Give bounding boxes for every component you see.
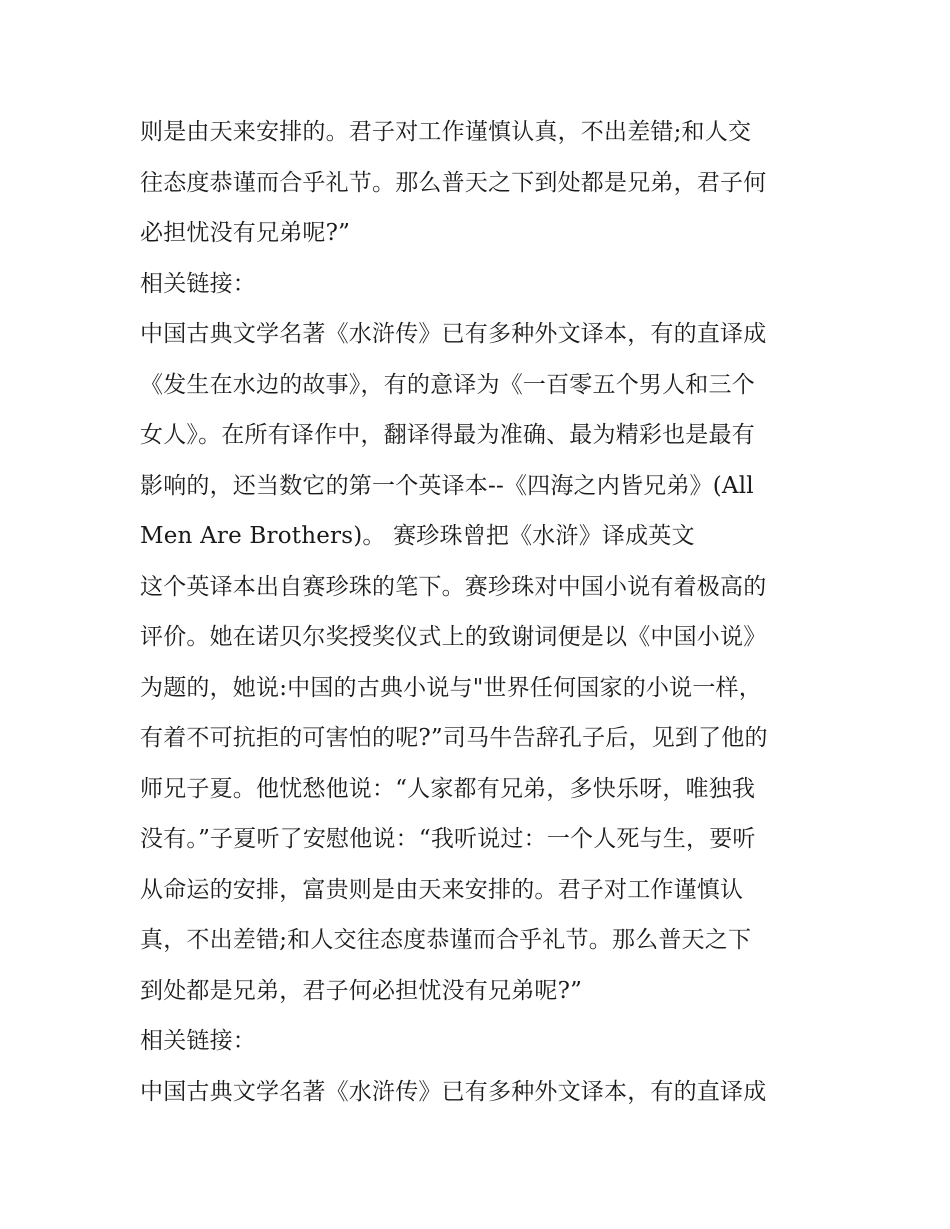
text-line: 真，不出差错;和人交往态度恭谨而合乎礼节。那么普天之下 [140, 927, 752, 953]
document-body [140, 107, 820, 1117]
text-line: 往态度恭谨而合乎礼节。那么普天之下到处都是兄弟，君子何 [140, 169, 767, 196]
text-line: 则是由天来安排的。君子对工作谨慎认真，不出差错;和人交 [140, 119, 752, 145]
text-line: 中国古典文学名著《水浒传》已有多种外文译本，有的直译成 [140, 1078, 767, 1105]
text-line: 有着不可抗拒的可害怕的呢?”司马牛告辞孔子后，见到了他的 [140, 725, 768, 751]
text-line: 《发生在水边的故事》，有的意译为《一百零五个男人和三个 [140, 371, 755, 398]
section-label: 相关链接： [140, 270, 256, 297]
text-line: 必担忧没有兄弟呢?” [140, 220, 351, 246]
text-line: 评价。她在诺贝尔奖授奖仪式上的致谢词便是以《中国小说》 [140, 624, 767, 650]
text-line: 从命运的安排，富贵则是由天来安排的。君子对工作谨慎认 [140, 876, 744, 903]
text-line: 影响的，还当数它的第一个英译本--《四海之内皆兄弟》(All [140, 472, 754, 499]
text-line: 这个英译本出自赛珍珠的笔下。赛珍珠对中国小说有着极高的 [140, 573, 767, 600]
text-line: 没有。”子夏听了安慰他说：“我听说过：一个人死与生，要听 [140, 826, 756, 852]
text-line: 中国古典文学名著《水浒传》已有多种外文译本，有的直译成 [140, 321, 767, 347]
section-label: 相关链接： [140, 1028, 256, 1054]
text-line: 女人》。在所有译作中，翻译得最为准确、最为精彩也是最有 [140, 422, 755, 448]
text-line: 为题的，她说:中国的古典小说与"世界任何国家的小说一样， [140, 674, 762, 701]
text-line: Men Are Brothers)。 赛珍珠曾把《水浒》译成英文 [140, 523, 695, 549]
text-line: 到处都是兄弟，君子何必担忧没有兄弟呢?” [140, 977, 583, 1004]
text-line: 师兄子夏。他忧愁他说：“人家都有兄弟，多快乐呀，唯独我 [140, 775, 756, 802]
